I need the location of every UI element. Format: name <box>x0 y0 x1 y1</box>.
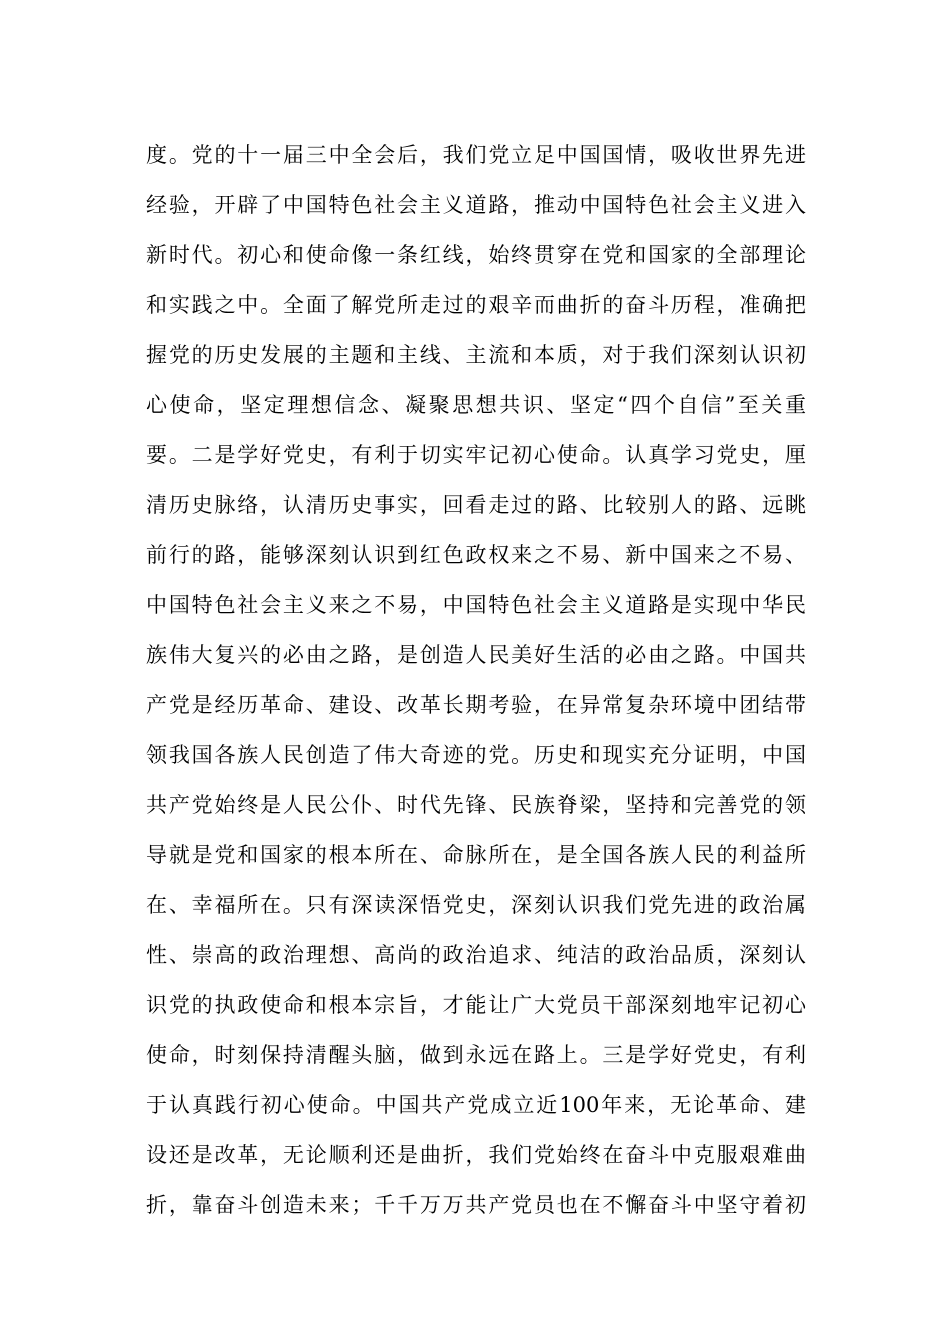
text-line: 要。二是学好党史，有利于切实牢记初心使命。认真学习党史，厘 <box>146 443 806 467</box>
text-line: 性、崇高的政治理想、高尚的政治追求、纯洁的政治品质，深刻认 <box>146 943 806 967</box>
text-line: 共产党始终是人民公仆、时代先锋、民族脊梁，坚持和完善党的领 <box>146 793 806 817</box>
text-line: 清历史脉络，认清历史事实，回看走过的路、比较别人的路、远眺 <box>146 493 806 517</box>
text-line: 握党的历史发展的主题和主线、主流和本质，对于我们深刻认识初 <box>146 343 806 367</box>
text-line: 度。党的十一届三中全会后，我们党立足中国国情，吸收世界先进 <box>146 143 806 167</box>
text-line: 使命，时刻保持清醒头脑，做到永远在路上。三是学好党史，有利 <box>146 1043 806 1067</box>
text-line: 族伟大复兴的必由之路，是创造人民美好生活的必由之路。中国共 <box>146 643 806 667</box>
text-line: 前行的路，能够深刻认识到红色政权来之不易、新中国来之不易、 <box>146 543 806 567</box>
text-line: 新时代。初心和使命像一条红线，始终贯穿在党和国家的全部理论 <box>146 243 806 267</box>
text-line: 在、幸福所在。只有深读深悟党史，深刻认识我们党先进的政治属 <box>146 893 806 917</box>
body-paragraph <box>146 130 806 1230</box>
text-line: 折，靠奋斗创造未来；千千万万共产党员也在不懈奋斗中坚守着初 <box>146 1193 806 1217</box>
text-line: 于认真践行初心使命。中国共产党成立近100年来，无论革命、建 <box>146 1093 806 1117</box>
text-line: 导就是党和国家的根本所在、命脉所在，是全国各族人民的利益所 <box>146 843 806 867</box>
text-line: 心使命，坚定理想信念、凝聚思想共识、坚定“四个自信”至关重 <box>146 393 806 417</box>
text-line: 领我国各族人民创造了伟大奇迹的党。历史和现实充分证明，中国 <box>146 743 806 767</box>
text-line: 和实践之中。全面了解党所走过的艰辛而曲折的奋斗历程，准确把 <box>146 293 806 317</box>
text-line: 产党是经历革命、建设、改革长期考验，在异常复杂环境中团结带 <box>146 693 806 717</box>
text-line: 经验，开辟了中国特色社会主义道路，推动中国特色社会主义进入 <box>146 193 806 217</box>
text-line: 识党的执政使命和根本宗旨，才能让广大党员干部深刻地牢记初心 <box>146 993 806 1017</box>
text-line: 设还是改革，无论顺利还是曲折，我们党始终在奋斗中克服艰难曲 <box>146 1143 806 1167</box>
text-line: 中国特色社会主义来之不易，中国特色社会主义道路是实现中华民 <box>146 593 806 617</box>
